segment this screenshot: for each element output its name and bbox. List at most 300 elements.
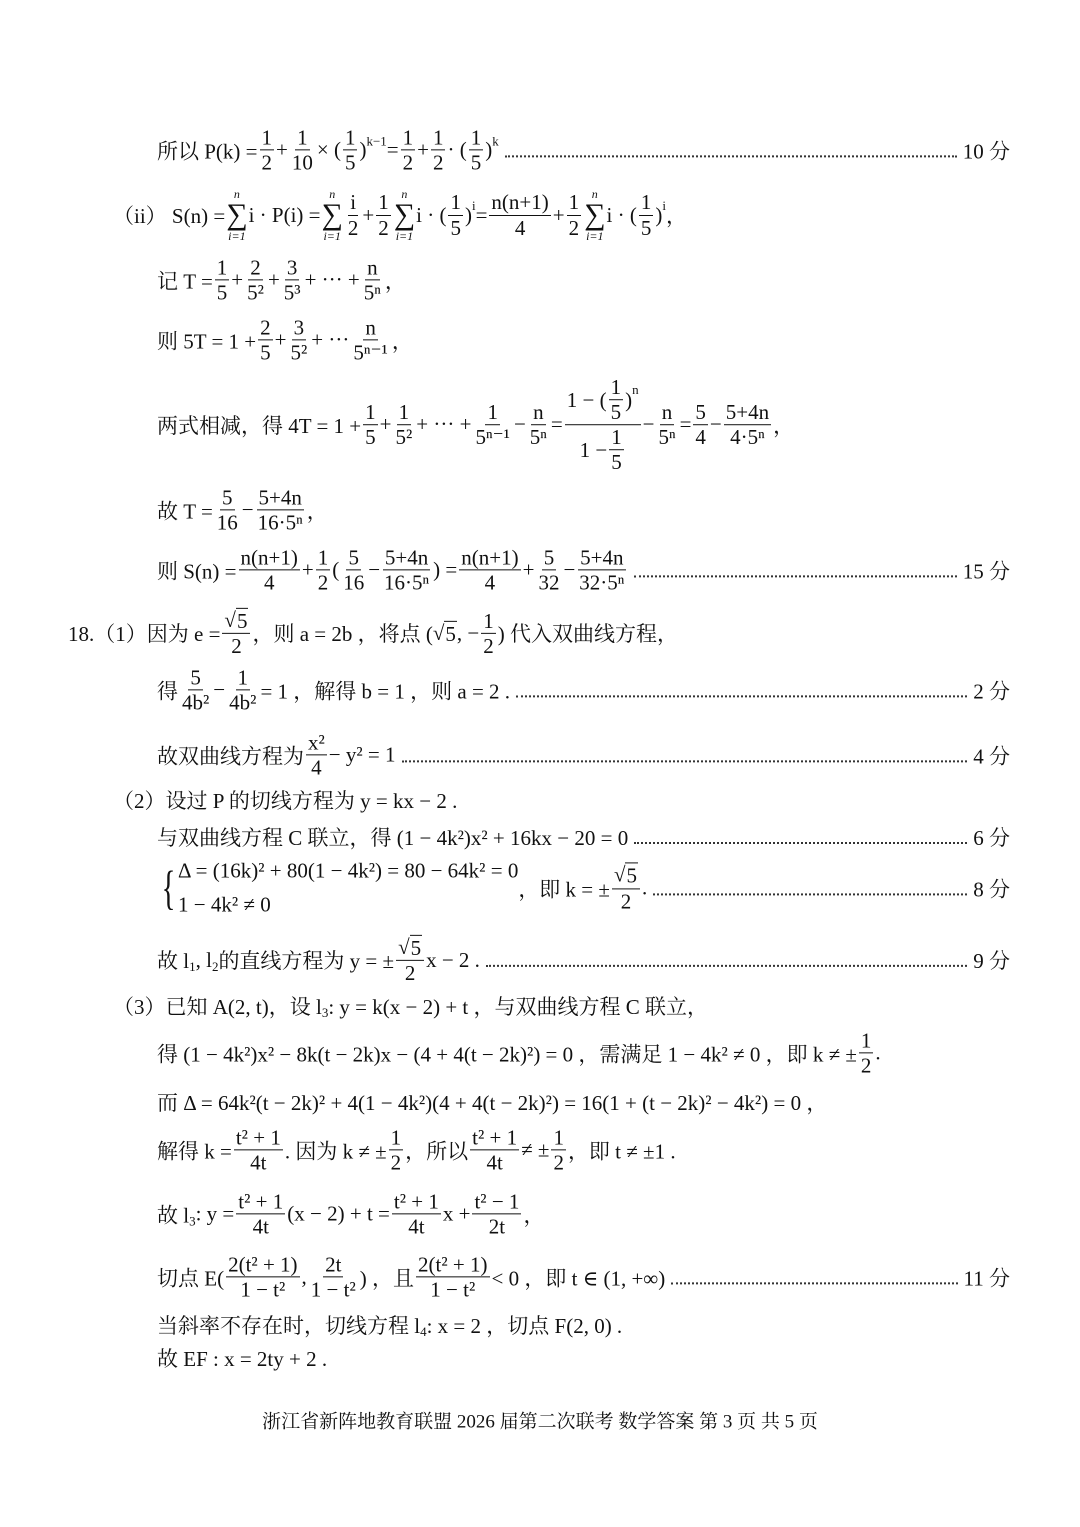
- math-text: : y = k(x − 2) + t ，与双曲线方程 C 联立，: [328, 995, 709, 1019]
- line-content: [157, 255, 406, 304]
- math-text: +: [552, 202, 565, 227]
- denominator: [528, 426, 549, 450]
- numerator: [348, 190, 358, 215]
- math-text: .: [641, 875, 648, 900]
- fraction: [469, 125, 484, 174]
- system-row: [178, 854, 518, 888]
- math-text: : x = 2 ，切点 F(2, 0) .: [426, 1314, 623, 1338]
- line-content: [157, 854, 647, 921]
- denominator: [346, 216, 361, 240]
- sum-upper-limit: n: [233, 187, 240, 201]
- math-text: 5+4n: [384, 545, 429, 570]
- numerator: [316, 545, 331, 570]
- solution-line: [157, 375, 794, 475]
- left-brace-icon: {: [161, 861, 176, 914]
- score-points: 11 分: [963, 1266, 1010, 1290]
- fraction: [431, 125, 446, 174]
- math-text: 5: [470, 150, 482, 175]
- fraction: [724, 400, 771, 449]
- denominator: [728, 426, 767, 450]
- numerator: [459, 545, 520, 570]
- math-text: =: [475, 202, 488, 227]
- denominator: [536, 571, 561, 595]
- fraction: [470, 1125, 519, 1174]
- math-text: ，即 t ≠ ±1 .: [567, 1139, 676, 1163]
- fraction: [382, 545, 431, 594]
- math-text: 5: [222, 485, 233, 510]
- fraction: [459, 545, 520, 594]
- math-text: 1: [390, 1125, 402, 1150]
- math-text: 5³: [283, 280, 301, 305]
- denominator: [578, 426, 628, 475]
- solution-line: [157, 545, 1010, 594]
- math-text: 而 Δ = 64k²(t − 2k)² + 4(1 − 4k²)(4 + 4(t − 2k)²) = 16(1 + (t − 2k)² − 4k²) = 0 ，: [157, 1091, 828, 1115]
- subscript: 3: [189, 1213, 196, 1228]
- sum-upper-limit: n: [329, 187, 336, 201]
- math-text: 16·5ⁿ: [257, 510, 303, 535]
- math-text: 5ⁿ: [363, 280, 381, 305]
- numerator: [363, 315, 378, 340]
- math-text: 1: [402, 125, 414, 150]
- denominator: [362, 281, 383, 305]
- fraction: [222, 608, 250, 658]
- math-text: 当斜率不存在时，切线方程 l: [157, 1314, 421, 1338]
- math-text: 与双曲线方程 C 联立，得 (1 − 4k²)x² + 16kx − 20 = 0: [157, 826, 629, 850]
- math-text: =: [386, 137, 399, 162]
- fraction: [215, 485, 240, 534]
- fraction: [472, 1189, 521, 1238]
- numerator: [660, 400, 675, 425]
- fraction: [309, 1252, 358, 1301]
- solution-line: [157, 1343, 327, 1373]
- denominator: [260, 151, 275, 175]
- math-text: 5: [450, 215, 461, 240]
- math-text: +: [362, 202, 375, 227]
- math-text: 10: [291, 150, 313, 175]
- denominator: [639, 216, 654, 240]
- math-text: 5: [695, 400, 706, 425]
- fraction: [577, 545, 626, 594]
- fraction: [565, 375, 641, 475]
- math-text: ，所以: [405, 1139, 469, 1163]
- fraction: [227, 665, 258, 714]
- denominator: [389, 1151, 404, 1175]
- superscript: k: [492, 133, 499, 148]
- math-text: 2: [250, 255, 261, 280]
- math-text: 5+4n: [725, 400, 770, 425]
- line-content: [157, 1028, 881, 1077]
- numerator: [859, 1028, 874, 1053]
- math-text: Δ = (16k)² + 80(1 − 4k²) = 80 − 64k² = 0: [178, 858, 519, 883]
- sigma-icon: ∑: [393, 198, 416, 231]
- fraction: [351, 315, 390, 364]
- score-points: 10 分: [962, 139, 1010, 163]
- math-text: 1: [432, 125, 444, 150]
- math-text: 2: [553, 1150, 564, 1175]
- math-text: 1 − t²: [430, 1277, 476, 1302]
- denominator: [227, 691, 258, 715]
- math-text: 3: [286, 255, 298, 280]
- denominator: [609, 451, 624, 475]
- math-text: 5: [610, 400, 622, 425]
- math-text: = 1 ，解得 b = 1 ，则 a = 2 .: [260, 679, 511, 703]
- math-text: 5: [190, 665, 201, 690]
- math-text: ，: [523, 1203, 545, 1227]
- square-root: [433, 620, 457, 645]
- line-content: [157, 1252, 665, 1301]
- math-text: t² + 1: [235, 1125, 281, 1150]
- denominator: [251, 1215, 271, 1239]
- math-text: 4: [484, 570, 496, 595]
- math-text: 5: [543, 545, 555, 570]
- fraction: [551, 1125, 566, 1174]
- fraction: [416, 1252, 489, 1301]
- solution-line: [157, 1125, 676, 1174]
- math-text: + ··· +: [416, 412, 472, 437]
- denominator: [343, 151, 358, 175]
- square-root: [614, 863, 638, 888]
- math-text: 的直线方程为 y = ±: [218, 949, 395, 973]
- fraction: [489, 190, 550, 239]
- denominator: [401, 151, 416, 175]
- page-footer: 浙江省新阵地教育联盟 2026 届第二次联考 数学答案 第 3 页 共 5 页: [262, 1411, 818, 1433]
- math-text: 1 −: [579, 438, 608, 463]
- math-text: . 因为 k ≠ ±: [284, 1139, 387, 1163]
- numerator: [489, 190, 550, 215]
- denominator: [393, 426, 414, 450]
- sigma-icon: ∑: [226, 198, 248, 231]
- math-text: 1: [860, 1028, 872, 1053]
- math-text: (: [332, 557, 340, 582]
- math-text: t² + 1: [393, 1189, 439, 1214]
- math-text: 1: [610, 375, 622, 400]
- math-text: n(n+1): [491, 190, 549, 215]
- radical-sign-icon: √: [398, 934, 410, 959]
- fraction: [693, 400, 708, 449]
- numerator: [448, 190, 463, 215]
- math-text: 16: [216, 510, 238, 535]
- math-text: −: [563, 557, 576, 582]
- line-content: [157, 375, 794, 475]
- math-text: 1: [640, 190, 652, 215]
- radical-sign-icon: √: [432, 620, 445, 645]
- solution-line: [157, 730, 1010, 779]
- math-text: 2t: [325, 1252, 342, 1277]
- numerator: [258, 315, 273, 340]
- math-text: ) 代入双曲线方程，: [497, 622, 678, 646]
- math-text: 2: [317, 570, 329, 595]
- math-text: 16·5ⁿ: [384, 570, 430, 595]
- denominator: [693, 426, 708, 450]
- sigma-icon: ∑: [321, 198, 343, 231]
- line-content: [157, 1343, 327, 1373]
- fraction: [609, 426, 624, 475]
- numerator: [248, 255, 263, 280]
- math-text: 1 − (: [566, 387, 607, 412]
- square-root: [224, 608, 248, 633]
- line-content: [157, 665, 510, 714]
- radicand: 5: [410, 935, 422, 960]
- numerator: [481, 608, 496, 633]
- math-text: ≠ ±: [521, 1137, 550, 1162]
- numerator: [215, 255, 230, 280]
- denominator: [656, 426, 677, 450]
- solution-line: [113, 188, 687, 242]
- solution-line: [157, 1189, 544, 1238]
- denominator: [245, 281, 266, 305]
- summation: [584, 188, 605, 242]
- denominator: [483, 571, 498, 595]
- solution-line: [157, 1252, 1010, 1301]
- math-text: 所以 P(k) =: [157, 139, 258, 163]
- math-text: 2: [620, 889, 632, 913]
- math-text: 得 (1 − 4k²)x² − 8k(t − 2k)x − (4 + 4(t − 2k)²) = 0 ，需满足 1 − 4k² ≠ 0 ，即 k ≠ ±: [157, 1042, 857, 1066]
- numerator: [292, 315, 307, 340]
- denominator: [484, 1151, 504, 1175]
- math-text: 1: [216, 255, 228, 280]
- math-text: 5: [260, 340, 271, 365]
- solution-line: [157, 485, 328, 534]
- fraction: [239, 545, 300, 594]
- math-text: 故 l: [157, 949, 190, 973]
- fraction: [448, 190, 463, 239]
- math-text: , l: [195, 947, 212, 972]
- denominator: [309, 756, 324, 780]
- solution-line: [157, 255, 406, 304]
- math-text: ,: [301, 1264, 307, 1289]
- fraction: [236, 1189, 285, 1238]
- math-text: 2: [378, 215, 389, 240]
- math-text: 4: [695, 425, 706, 450]
- numerator: [257, 485, 304, 510]
- line-content: [157, 545, 628, 594]
- math-text: 5: [640, 215, 652, 240]
- numerator: [234, 1125, 283, 1150]
- summation: [226, 188, 247, 242]
- math-text: 1: [365, 400, 376, 425]
- radicand: 5: [626, 863, 637, 888]
- fraction: [306, 730, 327, 779]
- radicand: 5: [236, 608, 248, 633]
- dotted-leader: [634, 842, 967, 844]
- denominator: [382, 571, 431, 595]
- math-text: : y =: [195, 1201, 235, 1226]
- denominator: [258, 341, 273, 365]
- superscript: i: [471, 198, 476, 213]
- math-text: 1: [611, 425, 622, 450]
- math-text: .: [875, 1040, 881, 1065]
- math-text: −: [213, 677, 226, 702]
- denominator: [282, 281, 303, 305]
- numerator: [397, 400, 412, 425]
- math-text: 1 − t²: [310, 1277, 356, 1302]
- math-text: 1: [317, 545, 329, 570]
- sum-lower-limit: i=1: [323, 229, 341, 243]
- math-text: 1: [261, 125, 273, 150]
- numerator: [472, 1189, 521, 1214]
- math-text: +: [301, 557, 314, 582]
- numerator: [376, 190, 391, 215]
- fraction: [401, 125, 416, 174]
- fraction: [346, 190, 361, 239]
- solution-line: [157, 315, 413, 364]
- fraction: [362, 255, 383, 304]
- math-text: 2: [261, 150, 273, 175]
- solution-line: [157, 822, 1010, 852]
- sum-lower-limit: i=1: [395, 229, 414, 243]
- radicand: 5: [445, 621, 456, 646]
- math-text: 3: [293, 315, 305, 340]
- fraction: [567, 190, 582, 239]
- math-text: （ii） S(n) =: [113, 204, 226, 228]
- math-text: −: [709, 412, 722, 437]
- math-text: 2: [390, 1150, 402, 1175]
- math-text: 记 T =: [157, 269, 213, 293]
- subscript: 4: [420, 1324, 427, 1339]
- math-text: 1: [378, 190, 389, 215]
- denominator: [406, 1215, 426, 1239]
- math-text: 5: [344, 150, 356, 175]
- numerator: [383, 545, 430, 570]
- denominator: [431, 151, 446, 175]
- fraction: [282, 255, 303, 304]
- numerator: [188, 665, 203, 690]
- math-text: 5²: [395, 425, 413, 450]
- math-text: 5ⁿ: [658, 425, 676, 450]
- denominator: [513, 216, 528, 240]
- system-row: [178, 888, 518, 922]
- dotted-leader: [486, 965, 967, 967]
- math-text: 18.（1）因为 e =: [68, 622, 221, 646]
- superscript: k−1: [366, 133, 387, 148]
- fraction: [528, 400, 549, 449]
- math-text: 1: [297, 125, 308, 150]
- math-text: 5: [348, 545, 359, 570]
- fraction: [180, 665, 211, 714]
- fraction: [245, 255, 266, 304]
- math-text: 1: [487, 400, 498, 425]
- math-text: n(n+1): [240, 545, 298, 570]
- math-text: 5+4n: [580, 545, 624, 570]
- math-text: 4·5ⁿ: [730, 425, 765, 450]
- math-text: n: [365, 315, 376, 340]
- numerator: [609, 375, 624, 400]
- math-text: 4b²: [229, 690, 257, 715]
- math-text: 得: [157, 679, 178, 703]
- math-text: 1: [398, 400, 410, 425]
- math-text: +: [274, 327, 287, 352]
- math-text: 32: [538, 570, 560, 595]
- math-text: 2: [404, 961, 416, 985]
- line-content: [113, 188, 687, 242]
- math-text: 1: [568, 190, 580, 215]
- score-points: 15 分: [962, 559, 1010, 583]
- math-text: （2）设过 P 的切线方程为 y = kx − 2 .: [113, 789, 458, 813]
- math-text: 2: [860, 1053, 872, 1078]
- denominator: [229, 634, 244, 658]
- denominator: [469, 151, 484, 175]
- fraction: [226, 1252, 299, 1301]
- solution-line: [68, 608, 678, 658]
- denominator: [577, 571, 626, 595]
- solution-line: [157, 935, 1010, 985]
- sum-lower-limit: i=1: [228, 229, 246, 243]
- numerator: [578, 545, 625, 570]
- numerator: [724, 400, 771, 425]
- fraction: [260, 125, 275, 174]
- math-text: 2: [432, 150, 444, 175]
- numerator: [236, 1189, 285, 1214]
- denominator: [487, 1215, 507, 1239]
- math-text: 5ⁿ⁻¹: [353, 340, 388, 365]
- math-text: < 0 ，即 t ∈ (1, +∞): [491, 1266, 666, 1290]
- math-text: 5ⁿ: [529, 425, 547, 450]
- denominator: [376, 216, 391, 240]
- score-points: 9 分: [973, 949, 1010, 973]
- sigma-icon: ∑: [584, 198, 606, 231]
- dotted-leader: [653, 893, 967, 895]
- math-text: ，则 a = 2b ，将点 (: [252, 622, 433, 646]
- denominator: [256, 511, 305, 535]
- denominator: [619, 889, 634, 913]
- numerator: [551, 1125, 566, 1150]
- numerator: [431, 125, 446, 150]
- fraction: [316, 545, 331, 594]
- denominator: [180, 691, 211, 715]
- numerator: [416, 1252, 489, 1277]
- math-text: × (: [316, 137, 341, 162]
- math-text: ): [359, 137, 367, 162]
- math-text: ): [655, 202, 663, 227]
- solution-line: [113, 785, 457, 815]
- fraction: [396, 935, 424, 985]
- subscript: 3: [321, 1005, 329, 1020]
- math-text: 4t: [252, 1214, 269, 1239]
- fraction: [612, 863, 640, 913]
- math-text: ，: [306, 499, 328, 523]
- superscript: n: [632, 382, 639, 398]
- math-text: +: [276, 137, 288, 162]
- line-content: [157, 125, 499, 174]
- fraction: [341, 545, 366, 594]
- math-text: +: [417, 137, 429, 162]
- math-text: 1: [470, 125, 482, 150]
- math-text: t² + 1: [472, 1125, 518, 1150]
- solution-line: [157, 1087, 827, 1117]
- line-content: [68, 608, 678, 658]
- math-text: x²: [308, 730, 325, 755]
- math-text: 4: [514, 215, 526, 240]
- math-text: 1 − t²: [240, 1277, 286, 1302]
- math-text: =: [550, 412, 563, 437]
- math-text: 2: [347, 215, 359, 240]
- math-text: 2(t² + 1): [418, 1252, 488, 1277]
- denominator: [262, 571, 277, 595]
- numerator: [693, 400, 708, 425]
- fraction: [343, 125, 358, 174]
- denominator: [403, 961, 418, 985]
- numerator: [236, 665, 251, 690]
- math-text: 则 S(n) =: [157, 559, 237, 583]
- math-text: 故 EF : x = 2ty + 2 .: [157, 1347, 328, 1371]
- math-text: ，: [773, 414, 795, 438]
- math-text: 2: [483, 633, 494, 658]
- numerator: [363, 400, 378, 425]
- numerator: [612, 863, 640, 889]
- score-points: 8 分: [973, 877, 1010, 901]
- math-text: 1: [237, 665, 249, 690]
- math-text: ，: [665, 204, 687, 228]
